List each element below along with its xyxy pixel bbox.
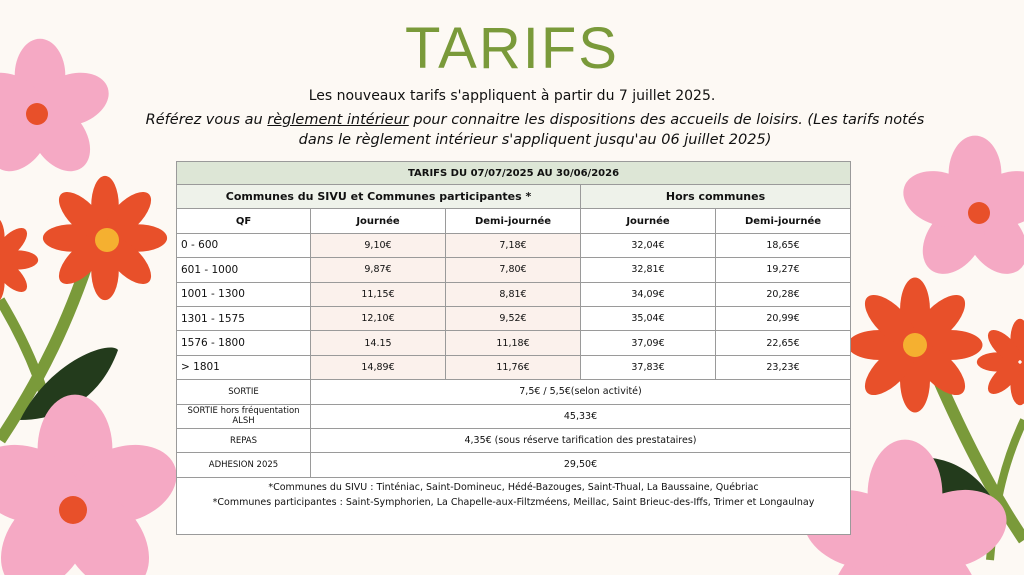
qf-cell: 0 - 600: [177, 233, 311, 257]
price-cell: 7,80€: [446, 258, 581, 282]
price-cell: 19,27€: [716, 258, 851, 282]
table-row: [177, 355, 851, 379]
extra-label: SORTIE hors fréquentation ALSH: [177, 404, 311, 428]
extra-row: [177, 428, 851, 452]
journee-header-sivu: Journée: [311, 209, 446, 233]
tarifs-table: [176, 161, 851, 535]
table-row: [177, 233, 851, 257]
price-cell: 34,09€: [581, 282, 716, 306]
price-cell: 7,18€: [446, 233, 581, 257]
extra-value: 4,35€ (sous réserve tarification des prestataires): [311, 428, 851, 452]
journee-header-hors: Journée: [581, 209, 716, 233]
price-cell: 11,76€: [446, 355, 581, 379]
demi-header-hors: Demi-journée: [716, 209, 851, 233]
price-cell: 20,28€: [716, 282, 851, 306]
group-hors-header: Hors communes: [581, 185, 851, 209]
footnote-row: [177, 477, 851, 534]
footnote-participantes: *Communes participantes : Saint-Symphorien, La Chapelle-aux-Filtzméens, Meillac, Saint Brieuc-des-Iffs, Trimer et Longaulnay: [212, 496, 815, 508]
note-before: Référez vous au: [145, 112, 268, 128]
table-row: [177, 306, 851, 330]
price-cell: 12,10€: [311, 306, 446, 330]
note-text: [130, 110, 940, 150]
table-row: [177, 282, 851, 306]
price-cell: 8,81€: [446, 282, 581, 306]
price-cell: 37,83€: [581, 355, 716, 379]
price-cell: 37,09€: [581, 331, 716, 355]
table-row: [177, 258, 851, 282]
extra-label: ADHESION 2025: [177, 453, 311, 477]
group-row: [177, 185, 851, 209]
qf-cell: 1001 - 1300: [177, 282, 311, 306]
extra-value: 29,50€: [311, 453, 851, 477]
reglement-link[interactable]: règlement intérieur: [267, 112, 409, 128]
extra-label: REPAS: [177, 428, 311, 452]
column-header-row: [177, 209, 851, 233]
price-cell: 20,99€: [716, 306, 851, 330]
price-cell: 14.15: [311, 331, 446, 355]
price-cell: 22,65€: [716, 331, 851, 355]
extra-value: 7,5€ / 5,5€(selon activité): [311, 380, 851, 404]
price-cell: 18,65€: [716, 233, 851, 257]
price-cell: 11,15€: [311, 282, 446, 306]
price-cell: 9,52€: [446, 306, 581, 330]
price-cell: 32,81€: [581, 258, 716, 282]
period-row: [177, 162, 851, 185]
table-row: [177, 331, 851, 355]
page-title: TARIFS: [405, 16, 619, 81]
footnote-sivu: *Communes du SIVU : Tinténiac, Saint-Domineuc, Hédé-Bazouges, Saint-Thual, La Baussaine, Québriac: [268, 481, 759, 493]
price-cell: 14,89€: [311, 355, 446, 379]
price-cell: 9,87€: [311, 258, 446, 282]
qf-header: QF: [177, 209, 311, 233]
demi-header-sivu: Demi-journée: [446, 209, 581, 233]
qf-cell: 601 - 1000: [177, 258, 311, 282]
qf-cell: 1301 - 1575: [177, 306, 311, 330]
group-sivu-header: Communes du SIVU et Communes participantes *: [177, 185, 581, 209]
price-cell: 23,23€: [716, 355, 851, 379]
footnote-cell: [177, 477, 851, 534]
intro-text: Les nouveaux tarifs s'appliquent à partir du 7 juillet 2025.: [308, 88, 716, 104]
extra-label: SORTIE: [177, 380, 311, 404]
extra-row: [177, 453, 851, 477]
price-cell: 32,04€: [581, 233, 716, 257]
price-cell: 9,10€: [311, 233, 446, 257]
period-header: TARIFS DU 07/07/2025 AU 30/06/2026: [177, 162, 851, 185]
qf-cell: > 1801: [177, 355, 311, 379]
extra-row: [177, 404, 851, 428]
price-cell: 11,18€: [446, 331, 581, 355]
extra-value: 45,33€: [311, 404, 851, 428]
note-after: pour connaitre les dispositions des accueils de loisirs. (Les tarifs notés dans le règlement intérieur s'appliquent jusqu'au 06 juillet 2025): [298, 112, 925, 148]
price-cell: 35,04€: [581, 306, 716, 330]
qf-cell: 1576 - 1800: [177, 331, 311, 355]
extra-row: [177, 380, 851, 404]
